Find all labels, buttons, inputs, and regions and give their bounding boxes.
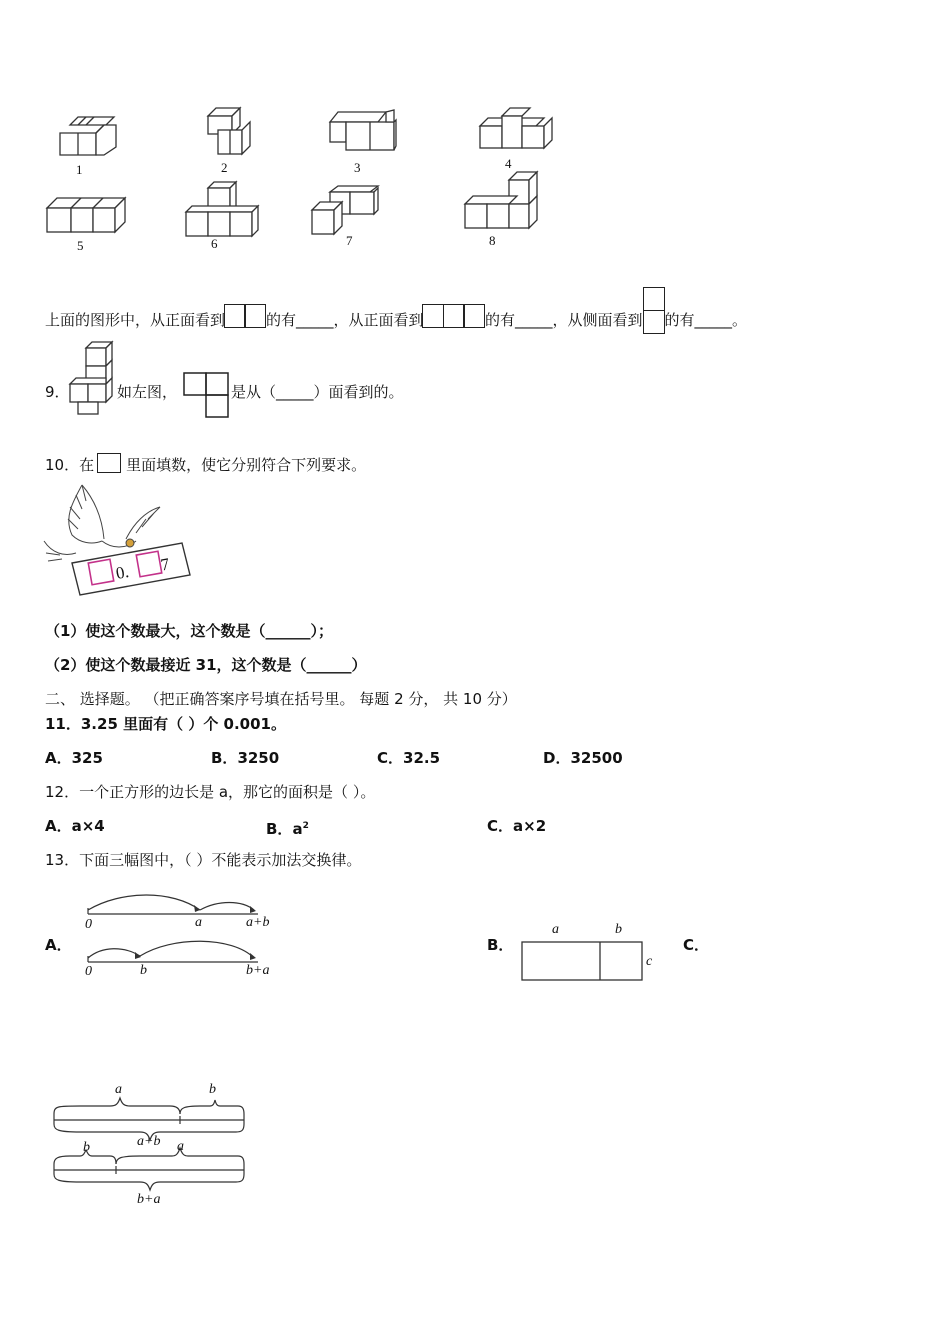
q10-text-2: 里面填数，使它分别符合下列要求。 [126,456,367,474]
q9-view-grid [183,372,231,418]
q13-stem: 13．下面三幅图中，（ ）不能表示加法交换律。 [45,851,362,869]
q13-b-top-a: a [552,922,559,937]
q9-number: 9． [45,383,70,401]
q10-text-1: 在 [79,456,95,474]
q10-number: 10． [45,456,80,474]
views-question [45,297,747,344]
views-text-2: 的有_____，从正面看到 [266,310,424,329]
cube-figure-5 [45,196,127,236]
q13-diagram-b [520,940,646,984]
figure-label-8: 8 [489,233,496,248]
q13-c-row1-b: b [209,1082,216,1097]
q12-option-a: A．a×4 [45,817,105,835]
q10-card-text: 0. [114,562,131,583]
q12-option-b: B．$a^2$ [266,820,309,838]
front-view-three-squares [424,304,486,336]
q10-card-digit: 7 [159,554,171,575]
figure-label-5: 5 [77,238,84,253]
q11-option-b: B．3250 [211,749,280,767]
q13-a-line2-2: b+a [246,963,270,978]
cube-figure-7 [310,186,380,238]
section-2-heading: 二、 选择题。 （把正确答案序号填在括号里。 每题 2 分， 共 10 分） [45,690,517,708]
q9-text-1: 如左图， [117,383,178,401]
q10-sub-1: （1）使这个数最大，这个数是（______）； [45,622,333,640]
q10-sub-2: （2）使这个数最接近 31，这个数是（______） [45,656,367,674]
side-view-two-stacked [643,287,665,334]
q11-option-a: A．325 [45,749,103,767]
q13-a-line1-0: 0 [85,917,92,932]
cube-figure-8 [463,172,543,232]
bird-card-illustration [42,483,192,603]
q13-b-top-b: b [615,922,622,937]
cube-figure-2 [200,108,260,160]
front-view-two-squares [225,304,266,336]
figure-label-4: 4 [505,156,512,171]
q13-a-line2-0: 0 [85,964,92,979]
cube-figure-3 [330,112,400,154]
q10-line [45,453,366,478]
q13-option-a-label: A． [45,936,72,954]
q13-c-row2-a: a [177,1139,184,1154]
q13-c-row2-sum: b+a [137,1192,161,1207]
q13-a-line2-1: b [140,963,147,978]
figure-label-2: 2 [221,160,228,175]
q11-option-d: D．32500 [543,749,623,767]
figure-label-3: 3 [354,160,361,175]
figure-label-1: 1 [76,162,83,177]
q13-option-b-label: B． [487,936,514,954]
figure-label-7: 7 [346,233,353,248]
q12-option-c: C．a×2 [487,817,547,835]
q13-c-row2-b: b [83,1140,90,1155]
q13-a-line1-2: a+b [246,915,270,930]
q11-stem: 11．3.25 里面有（ ）个 0.001。 [45,715,286,733]
cube-figure-4 [478,108,554,152]
q9-text-2: 是从（_____）面看到的。 [231,383,404,401]
q13-diagram-c [50,1096,250,1206]
q13-c-row1-sum: a+b [137,1134,161,1149]
q13-a-line1-1: a [195,915,202,930]
q13-c-row1-a: a [115,1082,122,1097]
q13-option-c-label: C． [683,936,710,954]
q11-option-c: C．32.5 [377,749,441,767]
views-text-3: 的有_____，从侧面看到 [485,310,643,329]
q13-b-side-c: c [646,954,653,969]
figure-label-6: 6 [211,236,218,251]
q9-cube-stack-figure [68,342,118,418]
q12-stem: 12．一个正方形的边长是 a，那它的面积是（ ）。 [45,783,376,801]
cube-figure-1 [56,115,126,165]
q10-blank-box-icon [99,453,122,478]
cube-figure-6 [184,182,264,238]
views-text-4: 的有_____。 [664,310,748,329]
views-text-1: 上面的图形中，从正面看到 [45,310,226,329]
